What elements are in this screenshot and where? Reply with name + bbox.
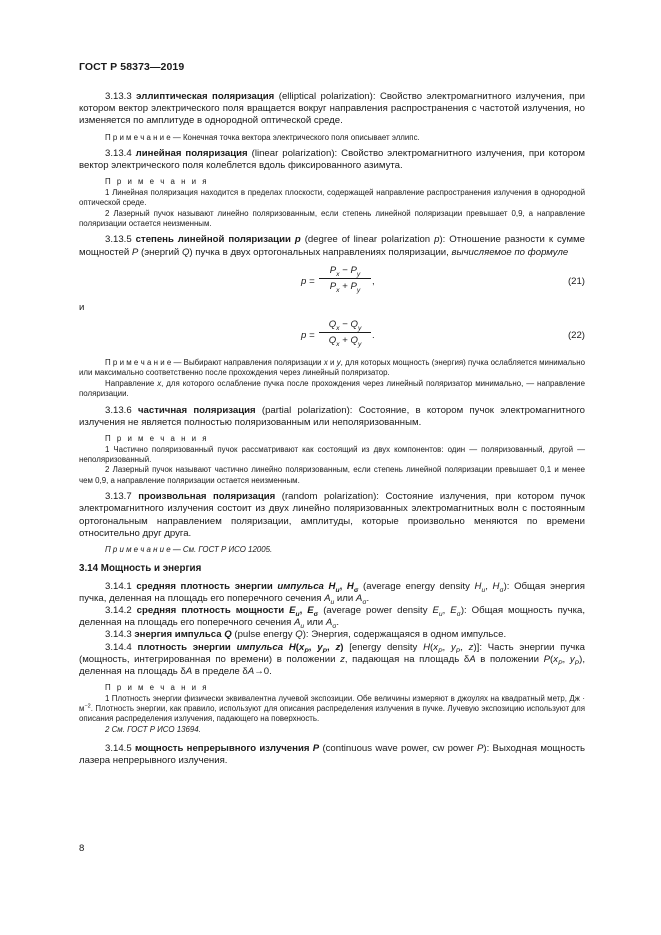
clause-3-13-6-note-1: 1 Частично поляризованный пучок рассматривают как состоящий из двух компонентов: один — поляризованный, другой — неполяризованный.	[79, 444, 585, 464]
clause-3-14-4-note-2: 2 См. ГОСТ Р ИСО 13694.	[105, 724, 201, 734]
equation-number-21: (21)	[567, 275, 585, 287]
clause-3-14-4: 3.14.4 плотность энергии импульса $H(x_P$, $y_P$, z) [energy density $H(x_P$, $y_P$, z)]: Часть энергии пучка (мощность, интегрированная по времени) в положении z, падающая на площадь δA в положении $P(x_P$, $y_P$), деленная на площадь δA в пределе δA→0.	[79, 641, 585, 677]
formula-22: p = $\frac{Q_x - Q_y}{Q_x + Q_y}$ . (22)	[301, 319, 585, 348]
clause-3-14-3: 3.14.3 энергия импульса Q (pulse energy Q): Энергия, содержащаяся в одном импульсе.	[105, 629, 507, 641]
clause-3-13-4: 3.13.4 линейная поляризация (linear polarization): Свойство электромагнитного излучения, при котором вектор электрического поля колеблется вдоль фиксированного азимута.	[79, 148, 586, 172]
notes-heading: П р и м е ч а н и я	[105, 434, 209, 444]
clause-3-13-7-note: П р и м е ч а н и е — См. ГОСТ Р ИСО 12005.	[105, 544, 273, 554]
clause-3-13-7: 3.13.7 произвольная поляризация (random polarization): Состояние излучения, при котором пучок электромагнитного излучения состоит из двух линейно поляризованных электромагнитных волн с постоянным ортогональным направлением поляризации, амплитуды, которые произвольно меняются по времени относительно друг друга.	[79, 491, 585, 539]
clause-3-14-4-note-1: 1 Плотность энергии физически эквивалентна лучевой экспозиции. Обе величины измеряют в джоулях на квадратный метр, Дж · $м^{-2}$. Плотность энергии, как правило, используют для описания распределения излучения в пучке. Лучевую экспозицию используют для описания распределения излучения, падающего на поверхность.	[79, 693, 585, 724]
notes-heading: П р и м е ч а н и я	[105, 177, 209, 187]
conjunction-and: и	[79, 301, 85, 313]
clause-3-14-1: 3.14.1 средняя плотность энергии импульса $H_u$, $H_\sigma$ (average energy density $H_u$, $H_\sigma$): Общая энергия пучка, деленная на площадь его поперечного сечения $A_u$ или $A_\sigma$.	[79, 580, 585, 606]
clause-3-13-5: 3.13.5 степень линейной поляризации p (degree of linear polarization p): Отношение разности к сумме мощностей P (энергий Q) пучка в двух ортогональных направлениях поляризации, вычисляемое по формуле	[79, 234, 586, 258]
page-header: ГОСТ Р 58373—2019	[79, 61, 185, 73]
clause-3-14-5: 3.14.5 мощность непрерывного излучения P (continuous wave power, cw power P): Выходная мощность лазера непрерывного излучения.	[79, 743, 586, 767]
notes-heading: П р и м е ч а н и я	[105, 683, 209, 693]
page-number: 8	[79, 843, 85, 854]
clause-3-13-3: 3.13.3 эллиптическая поляризация (elliptical polarization): Свойство электромагнитного излучения, при котором вектор электрического поля вращается вокруг направления распространения с частотой излучения, но изменяется по амплитуде в однородной оптической среде.	[79, 91, 586, 127]
equation-number-22: (22)	[567, 330, 585, 342]
page-content	[79, 91, 585, 768]
formula-21: p = $\frac{P_x - P_y}{P_x + P_y}$ , (21)	[301, 264, 585, 294]
clause-3-13-5-note: П р и м е ч а н и е — Выбирают направления поляризации x и y, для которых мощность (энергия) пучка ослабляется минимально или максимально соответственно после прохождения через линейный поляризатор.	[79, 358, 585, 378]
clause-3-13-4-note-1: 1 Линейная поляризация находится в пределах плоскости, содержащей направление распространения излучения в однородной оптической среде.	[79, 187, 585, 208]
clause-3-13-3-note: П р и м е ч а н и е — Конечная точка вектора электрического поля описывает эллипс.	[105, 132, 420, 142]
section-3-14-title: 3.14 Мощность и энергия	[79, 563, 202, 575]
clause-3-13-6: 3.13.6 частичная поляризация (partial polarization): Состояние, в котором пучок электромагнитного излучения не является полностью поляризованным или неполяризованным.	[79, 404, 585, 428]
clause-3-13-5-note-cont: Направление x, для которого ослабление пучка после прохождения через линейный поляризатор минимально, — направление поляризации.	[79, 378, 585, 399]
clause-3-13-6-note-2: 2 Лазерный пучок называют частично линейно поляризованным, если степень линейной поляризации превышает 0,1 и менее чем 0,9, а направление поляризации остается неизменным.	[79, 465, 585, 485]
clause-3-13-4-note-2: 2 Лазерный пучок называют линейно поляризованным, если степень линейной поляризации превышает 0,9, а направление поляризации остается неизменным.	[79, 208, 585, 229]
clause-3-14-2: 3.14.2 средняя плотность мощности $E_u$, $E_\sigma$ (average power density $E_u$, $E_\sigma$): Общая мощность пучка, деленная на площадь его поперечного сечения $A_u$ или $A_\sigma$.	[79, 604, 585, 631]
